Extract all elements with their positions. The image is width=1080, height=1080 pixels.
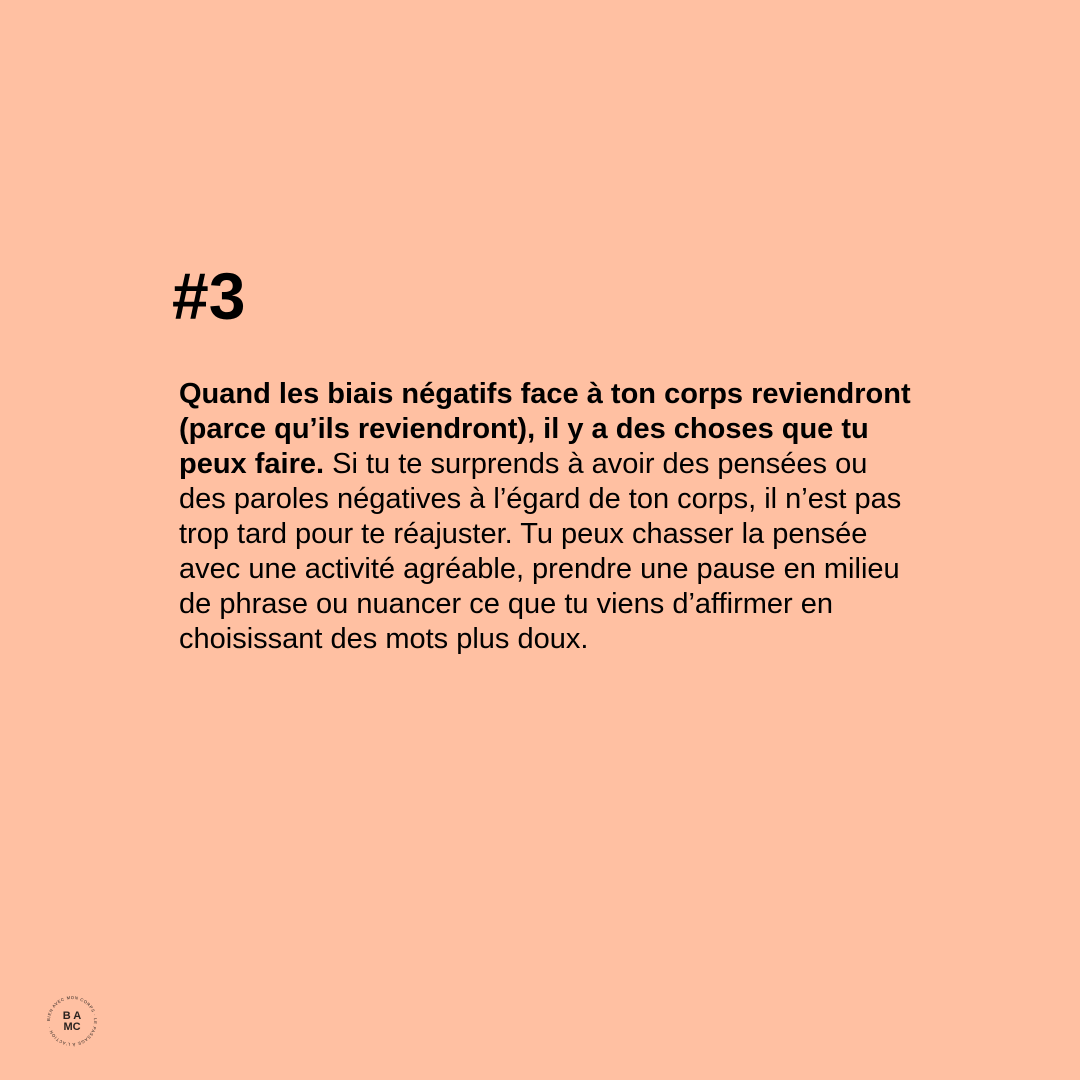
slide-number: #3: [172, 259, 246, 333]
bamc-logo-svg: [44, 993, 100, 1049]
logo-line-1: B A: [62, 1010, 82, 1022]
logo-line-2: MC: [63, 1021, 81, 1033]
bamc-logo-icon: [44, 993, 100, 1049]
body-paragraph: [179, 377, 919, 657]
body-paragraph-regular: Si tu te surprends à avoir des pensées ou des paroles négatives à l’égard de ton corps, il n’est pas trop tard pour te réajuster. Tu peux chasser la pensée avec une activité agréable, prendre une pause en milieu de phrase ou nuancer ce que tu viens d’affirmer en choisissant des mots plus doux.: [179, 448, 902, 655]
logo-ring-textpath: BIEN AVEC MON CORPS · LE PASSAGE À L’ACTION ·: [45, 994, 99, 1048]
body-paragraph-bold: Quand les biais négatifs face à ton corps reviendront (parce qu’ils reviendront), il y a des choses que tu peux faire.: [179, 378, 911, 480]
